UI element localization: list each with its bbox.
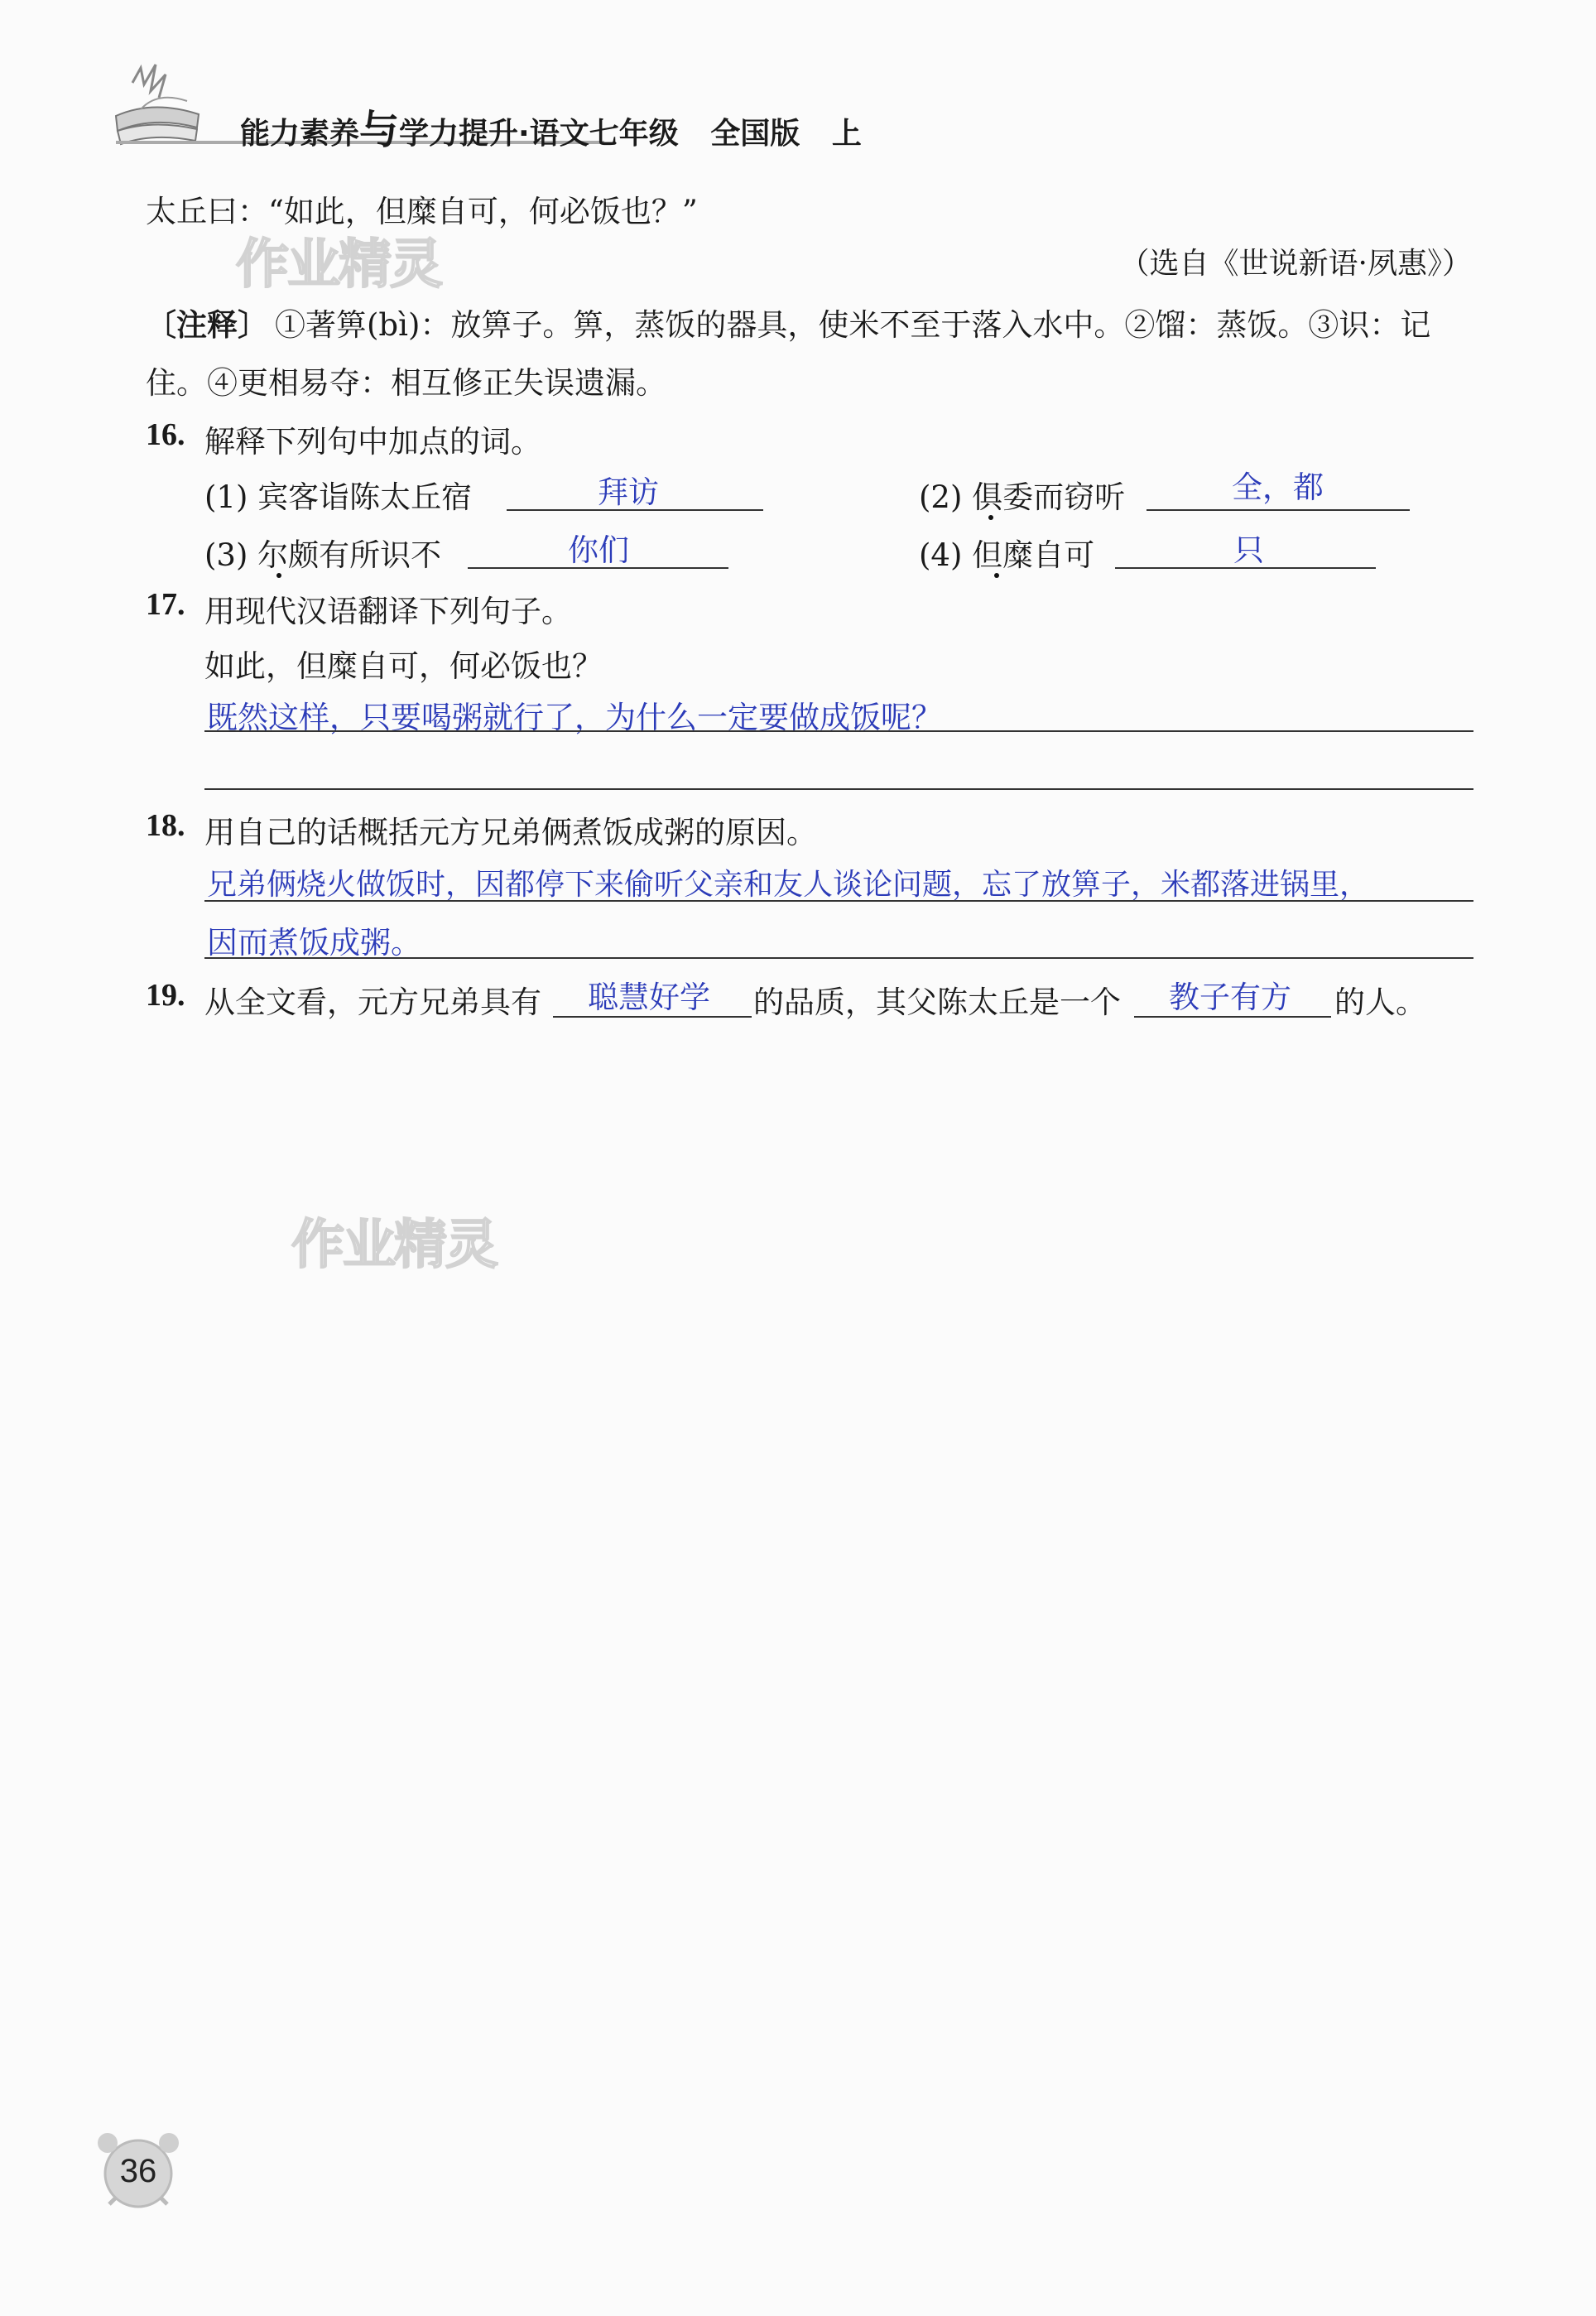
- q16-item2-text: (2) 俱委而窃听: [919, 479, 1126, 515]
- notes-line2: 住。④更相易夺：相互修正失误遗漏。: [146, 365, 666, 401]
- q19-prompt-a: 从全文看，元方兄弟具有: [204, 985, 541, 1020]
- q16-item2-answer: 全，都: [1232, 469, 1324, 505]
- header-edition: 全国版: [710, 117, 800, 151]
- q18-prompt: 用自己的话概括元方兄弟俩煮饭成粥的原因。: [204, 815, 817, 850]
- header-title-b: 学力提升: [399, 117, 519, 151]
- q19-answer-b: 教子有方: [1169, 980, 1291, 1015]
- q16-item2-blank[interactable]: [1147, 509, 1410, 511]
- header-separator: ·: [518, 117, 530, 151]
- q16-item1-answer: 拜访: [598, 474, 659, 510]
- q18-answer-rule1[interactable]: [204, 900, 1473, 902]
- header-subject: 语文七年级: [529, 117, 679, 151]
- notes-label: 〔注释〕: [146, 307, 268, 343]
- header-title: [240, 98, 862, 155]
- header-title-a: 能力素养: [240, 117, 360, 151]
- passage-source: （选自《世说新语·夙惠》）: [1119, 247, 1472, 281]
- passage-last-line: 太丘曰：“如此，但糜自可，何必饭也？”: [146, 194, 698, 229]
- q19-answer-a: 聪慧好学: [588, 980, 710, 1015]
- q17-answer: 既然这样，只要喝粥就行了，为什么一定要做成饭呢？: [207, 700, 942, 735]
- q16-item1-text: (1) 宾客诣陈太丘宿: [204, 479, 473, 515]
- header-conj: 与: [359, 107, 400, 153]
- q16-item4-answer: 只: [1233, 532, 1264, 568]
- q17-prompt: 用现代汉语翻译下列句子。: [204, 594, 572, 629]
- q16-item3-text: (3) 尔颇有所识不: [204, 537, 442, 573]
- page-number: 36: [119, 2153, 157, 2189]
- header-volume: 上: [831, 117, 862, 151]
- q16-prompt: 解释下列句中加点的词。: [204, 424, 541, 460]
- books-logo-icon: [108, 58, 207, 149]
- q16-item4-text: (4) 但糜自可: [919, 537, 1095, 573]
- q18-answer-line2: 因而煮饭成粥。: [207, 925, 421, 961]
- watermark: 作业精灵: [291, 1215, 497, 1276]
- emphasis-dot: [988, 515, 993, 520]
- q17-answer-line1[interactable]: [204, 730, 1473, 732]
- q19-prompt-b: 的品质，其父陈太丘是一个: [753, 985, 1121, 1020]
- q18-answer-line1: 兄弟俩烧火做饭时，因都停下来偷听父亲和友人谈论问题，忘了放箅子，米都落进锅里，: [207, 868, 1370, 902]
- watermark: 作业精灵: [236, 234, 441, 296]
- q19-number: 19.: [146, 978, 185, 1013]
- notes-text-1: ①著箅(bì)：放箅子。箅，蒸饭的器具，使米不至于落入水中。②馏：蒸饭。③识：记: [275, 307, 1431, 343]
- q16-item3-answer: 你们: [568, 532, 629, 568]
- q19-prompt-c: 的人。: [1334, 985, 1426, 1020]
- emphasis-dot: [276, 573, 281, 578]
- emphasis-dot: [994, 573, 999, 578]
- q16-number: 16.: [146, 417, 185, 452]
- q18-number: 18.: [146, 808, 185, 843]
- notes-line1: [146, 300, 1430, 344]
- q17-answer-line2[interactable]: [204, 788, 1473, 790]
- q17-sentence: 如此，但糜自可，何必饭也？: [204, 648, 603, 684]
- q17-number: 17.: [146, 587, 185, 622]
- q18-answer-rule2[interactable]: [204, 957, 1473, 959]
